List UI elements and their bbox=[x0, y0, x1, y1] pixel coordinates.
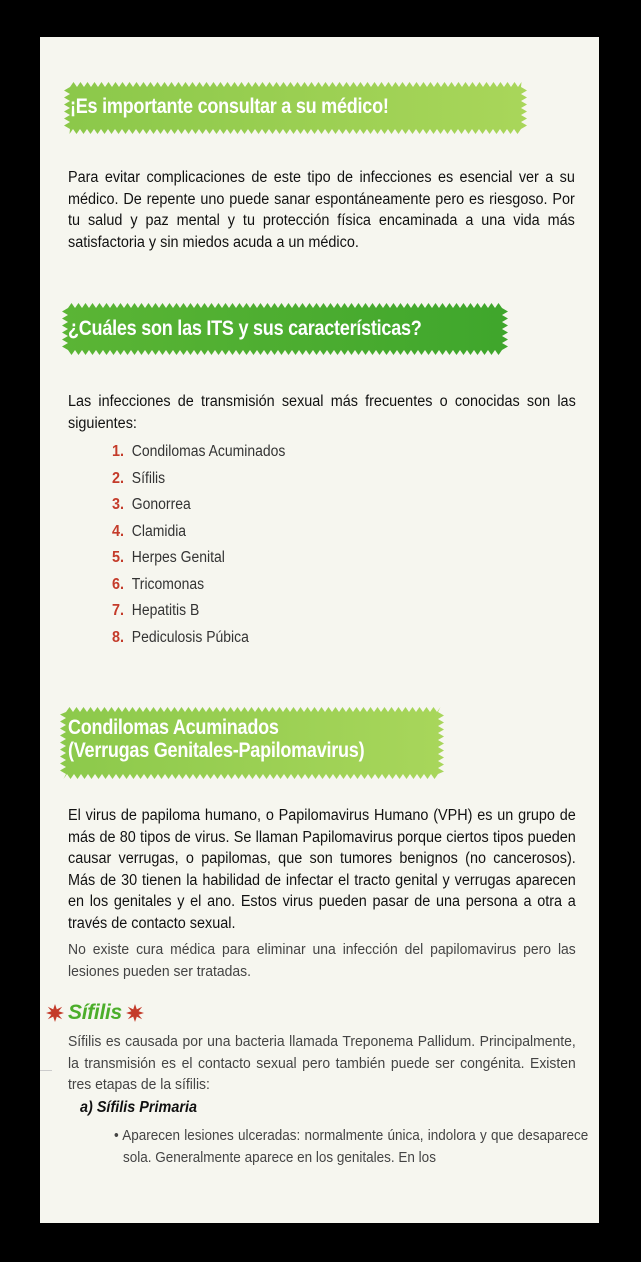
bullet-item: • Aparecen lesiones ulceradas: normalmente única, indolora y que desaparece sola. Generalmente aparece en los genitales. En los bbox=[114, 1127, 589, 1166]
banner-title-line1: Condilomas Acuminados bbox=[68, 716, 279, 739]
list-item: 2. Sífilis bbox=[112, 469, 166, 487]
list-item: 1. Condilomas Acuminados bbox=[112, 443, 286, 460]
red-starburst-icon bbox=[46, 1004, 64, 1022]
condilomas-paragraph: El virus de papiloma humano, o Papilomavirus Humano (VPH) es un grupo de más de 80 tipos de virus. Se llaman Papilomavirus porque ciertos tipos pueden causar verrugas, o papilomas, que son tumores benignos (no cancerosos). Más de 30 tienen la habilidad de infectar el tracto genital y verrugas aparecen en los genitales y el ano. Estos virus pueden pasar de una persona a otra a través de contacto sexual. bbox=[68, 807, 576, 932]
red-starburst-icon bbox=[126, 1004, 144, 1022]
sifilis-primaria-subheading: a) Sífilis Primaria bbox=[80, 1099, 197, 1116]
sifilis-heading bbox=[46, 999, 144, 1027]
list-item: 5. Herpes Genital bbox=[112, 549, 225, 566]
banner-condilomas bbox=[60, 707, 444, 779]
sifilis-title: Sífilis bbox=[68, 1001, 122, 1024]
brochure-page bbox=[40, 37, 599, 1223]
banner-title: ¿Cuáles son las ITS y sus características? bbox=[68, 317, 422, 340]
banner-title-line2: (Verrugas Genitales-Papilomavirus) bbox=[68, 739, 365, 762]
banner-title: ¡Es importante consultar a su médico! bbox=[70, 95, 389, 118]
banner-its-characteristics bbox=[62, 303, 508, 355]
divider-mark bbox=[40, 1070, 52, 1071]
condilomas-note: No existe cura médica para eliminar una infección del papilomavirus pero las lesiones pueden ser tratadas. bbox=[68, 941, 576, 980]
list-item: 6. Tricomonas bbox=[112, 575, 205, 593]
list-item: 8. Pediculosis Púbica bbox=[112, 628, 249, 646]
list-item: 4. Clamidia bbox=[112, 522, 187, 540]
its-intro-paragraph: Las infecciones de transmisión sexual más frecuentes o conocidas son las siguientes: bbox=[68, 393, 576, 432]
sifilis-paragraph: Sífilis es causada por una bacteria llamada Treponema Pallidum. Principalmente, la transmisión es el contacto sexual pero también puede ser congénita. Existen tres etapas de la sífilis: bbox=[68, 1033, 576, 1093]
list-item: 3. Gonorrea bbox=[112, 496, 191, 513]
its-list bbox=[112, 439, 305, 651]
consult-doctor-paragraph: Para evitar complicaciones de este tipo de infecciones es esencial ver a su médico. De repente uno puede sanar espontáneamente pero es riesgoso. Por tu salud y paz mental y tu protección física encaminada a una vida más satisfactoria y sin miedos acuda a un médico. bbox=[68, 169, 575, 251]
banner-consult-doctor bbox=[64, 82, 527, 134]
list-item: 7. Hepatitis B bbox=[112, 602, 200, 619]
